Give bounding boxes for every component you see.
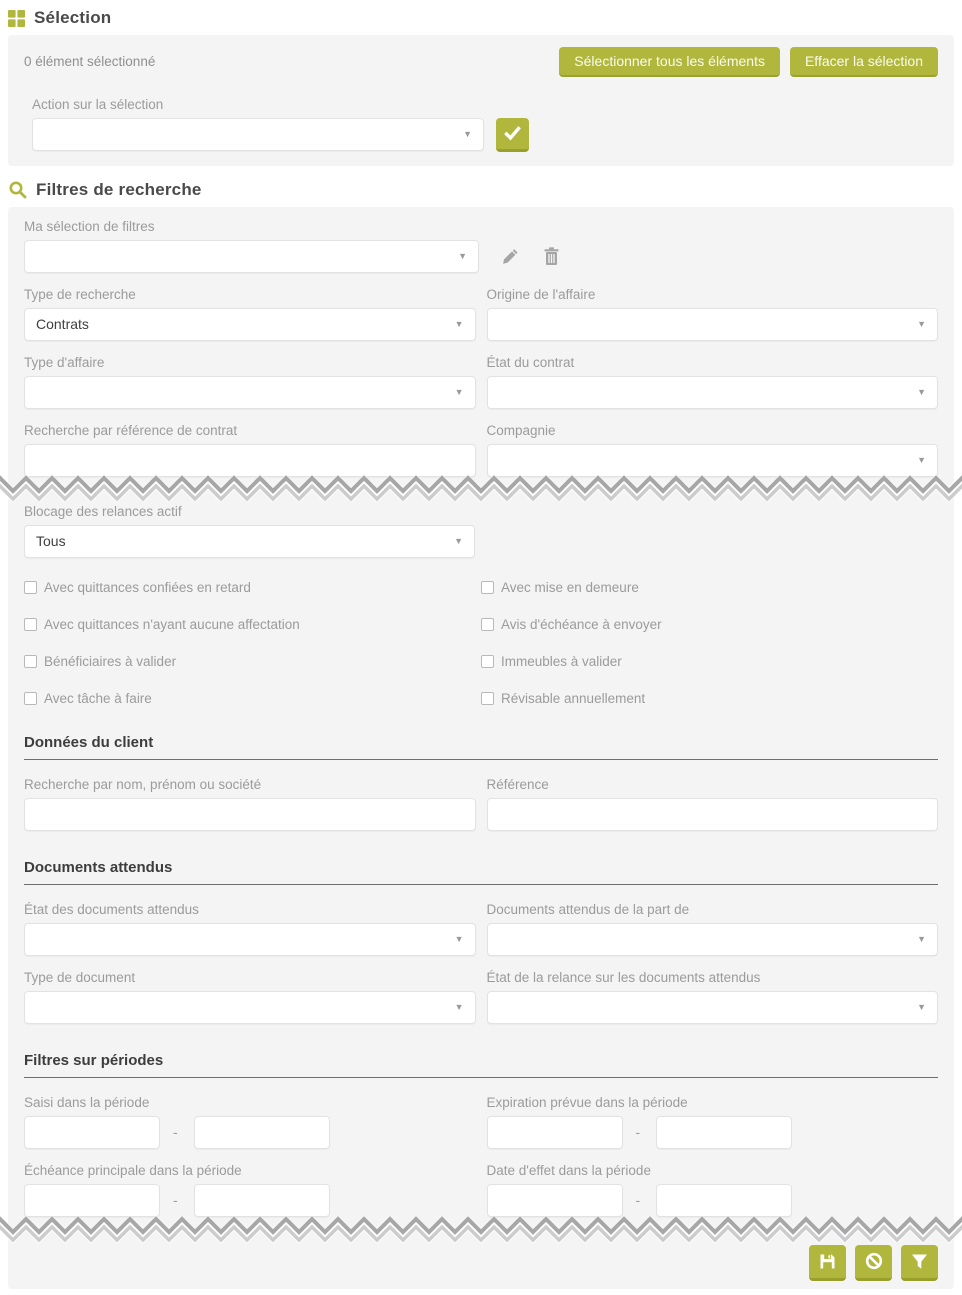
- etat-contrat-select[interactable]: [487, 376, 939, 409]
- echeance-periode-to-input[interactable]: [194, 1184, 330, 1217]
- etat-documents-select[interactable]: [24, 923, 476, 956]
- etat-relance-documents-select[interactable]: [487, 991, 939, 1024]
- filter-button[interactable]: [901, 1245, 938, 1281]
- clear-selection-button[interactable]: Effacer la sélection: [790, 47, 938, 77]
- action-select[interactable]: [32, 118, 484, 151]
- origine-affaire-select[interactable]: [487, 308, 939, 341]
- range-separator: -: [173, 1192, 178, 1209]
- selection-header: [8, 8, 954, 28]
- chevron-down-icon: ▼: [917, 1001, 926, 1012]
- type-affaire-select[interactable]: [24, 376, 476, 409]
- cancel-button[interactable]: [855, 1245, 892, 1281]
- field-reference-contrat: Recherche par référence de contrat: [24, 423, 476, 477]
- field-type-affaire: Type d'affaire ▼: [24, 355, 476, 409]
- save-filter-button[interactable]: [809, 1245, 846, 1281]
- field-etat-contrat: État du contrat ▼: [487, 355, 939, 409]
- my-filters-label: Ma sélection de filtres: [24, 218, 155, 234]
- checkbox-box[interactable]: [481, 655, 494, 668]
- edit-filter-button[interactable]: [500, 245, 521, 267]
- apply-action-button[interactable]: [496, 118, 529, 152]
- checkbox-immeubles-valider[interactable]: Immeubles à valider: [481, 654, 938, 669]
- field-blocage-relances: Blocage des relances actif Tous ▼: [24, 504, 475, 558]
- range-separator: -: [173, 1124, 178, 1141]
- chevron-down-icon: ▼: [458, 250, 467, 261]
- reference-client-input[interactable]: [487, 798, 939, 831]
- checkbox-beneficiaires-valider[interactable]: Bénéficiaires à valider: [24, 654, 481, 669]
- range-separator: -: [635, 1192, 641, 1209]
- saisi-periode-from-input[interactable]: [24, 1116, 160, 1149]
- checkbox-box[interactable]: [24, 692, 37, 705]
- chevron-down-icon: ▼: [917, 386, 926, 397]
- field-type-document: Type de document ▼: [24, 970, 476, 1024]
- checkbox-tache-a-faire[interactable]: Avec tâche à faire: [24, 691, 481, 706]
- expiration-periode-to-input[interactable]: [656, 1116, 792, 1149]
- field-compagnie: Compagnie ▼: [487, 423, 939, 477]
- check-icon: [503, 124, 522, 143]
- documents-part-de-select[interactable]: [487, 923, 939, 956]
- chevron-down-icon: ▼: [454, 933, 464, 944]
- filter-icon: [910, 1252, 929, 1271]
- grid-icon: [8, 10, 25, 27]
- field-date-effet-periode: Date d'effet dans la période -: [487, 1163, 939, 1217]
- field-etat-relance-documents: État de la relance sur les documents attendus ▼: [487, 970, 939, 1024]
- chevron-down-icon: ▼: [917, 454, 926, 465]
- expiration-periode-from-input[interactable]: [487, 1116, 623, 1149]
- select-all-button[interactable]: Sélectionner tous les éléments: [559, 47, 780, 77]
- saisi-periode-to-input[interactable]: [194, 1116, 330, 1149]
- checkbox-box[interactable]: [24, 618, 37, 631]
- chevron-down-icon: ▼: [454, 318, 464, 329]
- torn-edge-separator: [0, 472, 962, 502]
- my-filters-select[interactable]: [24, 240, 479, 273]
- checkbox-box[interactable]: [481, 581, 494, 594]
- checkbox-quittances-aucune-affectation[interactable]: Avec quittances n'ayant aucune affectation: [24, 617, 481, 632]
- type-de-recherche-select[interactable]: Contrats ▼: [24, 308, 476, 341]
- field-type-de-recherche: Type de recherche Contrats ▼: [24, 287, 476, 341]
- date-effet-periode-from-input[interactable]: [487, 1184, 623, 1217]
- field-documents-part-de: Documents attendus de la part de ▼: [487, 902, 939, 956]
- chevron-down-icon: ▼: [454, 535, 463, 546]
- checkbox-mise-en-demeure[interactable]: Avec mise en demeure: [481, 580, 938, 595]
- delete-filter-button[interactable]: [542, 245, 561, 267]
- documents-section-title: Documents attendus: [24, 859, 938, 885]
- checkbox-box[interactable]: [481, 692, 494, 705]
- chevron-down-icon: ▼: [463, 128, 472, 139]
- field-recherche-nom: Recherche par nom, prénom ou société: [24, 777, 476, 831]
- checkbox-box[interactable]: [24, 581, 37, 594]
- search-icon: [8, 180, 27, 199]
- field-saisi-periode: Saisi dans la période -: [24, 1095, 476, 1149]
- selection-title: Sélection: [34, 8, 112, 27]
- checkbox-box[interactable]: [481, 618, 494, 631]
- filters-panel: [8, 207, 954, 1289]
- torn-edge-separator: [0, 1213, 962, 1243]
- checkbox-quittances-confiees-retard[interactable]: Avec quittances confiées en retard: [24, 580, 481, 595]
- field-echeance-principale-periode: Échéance principale dans la période -: [24, 1163, 476, 1217]
- checkbox-avis-echeance-envoyer[interactable]: Avis d'échéance à envoyer: [481, 617, 938, 632]
- field-reference-client: Référence: [487, 777, 939, 831]
- chevron-down-icon: ▼: [454, 386, 464, 397]
- field-etat-documents: État des documents attendus ▼: [24, 902, 476, 956]
- filters-header: [8, 180, 954, 200]
- periods-section-title: Filtres sur périodes: [24, 1052, 938, 1078]
- date-effet-periode-to-input[interactable]: [656, 1184, 792, 1217]
- trash-icon: [542, 246, 561, 267]
- blocage-relances-select[interactable]: Tous ▼: [24, 525, 475, 558]
- selection-panel: [8, 35, 954, 166]
- checkbox-box[interactable]: [24, 655, 37, 668]
- chevron-down-icon: ▼: [917, 933, 926, 944]
- recherche-nom-input[interactable]: [24, 798, 476, 831]
- client-section-title: Données du client: [24, 734, 938, 760]
- ban-icon: [864, 1251, 884, 1271]
- checkbox-revisable-annuellement[interactable]: Révisable annuellement: [481, 691, 938, 706]
- field-origine-affaire: Origine de l'affaire ▼: [487, 287, 939, 341]
- chevron-down-icon: ▼: [454, 1001, 464, 1012]
- field-expiration-periode: Expiration prévue dans la période -: [487, 1095, 939, 1149]
- type-document-select[interactable]: [24, 991, 476, 1024]
- action-label: Action sur la sélection: [32, 96, 164, 112]
- pencil-icon: [500, 246, 521, 267]
- save-icon: [818, 1252, 837, 1271]
- selected-count: 0 élément sélectionné: [24, 54, 156, 69]
- filters-title: Filtres de recherche: [36, 179, 202, 199]
- range-separator: -: [635, 1124, 641, 1141]
- echeance-periode-from-input[interactable]: [24, 1184, 160, 1217]
- chevron-down-icon: ▼: [917, 318, 926, 329]
